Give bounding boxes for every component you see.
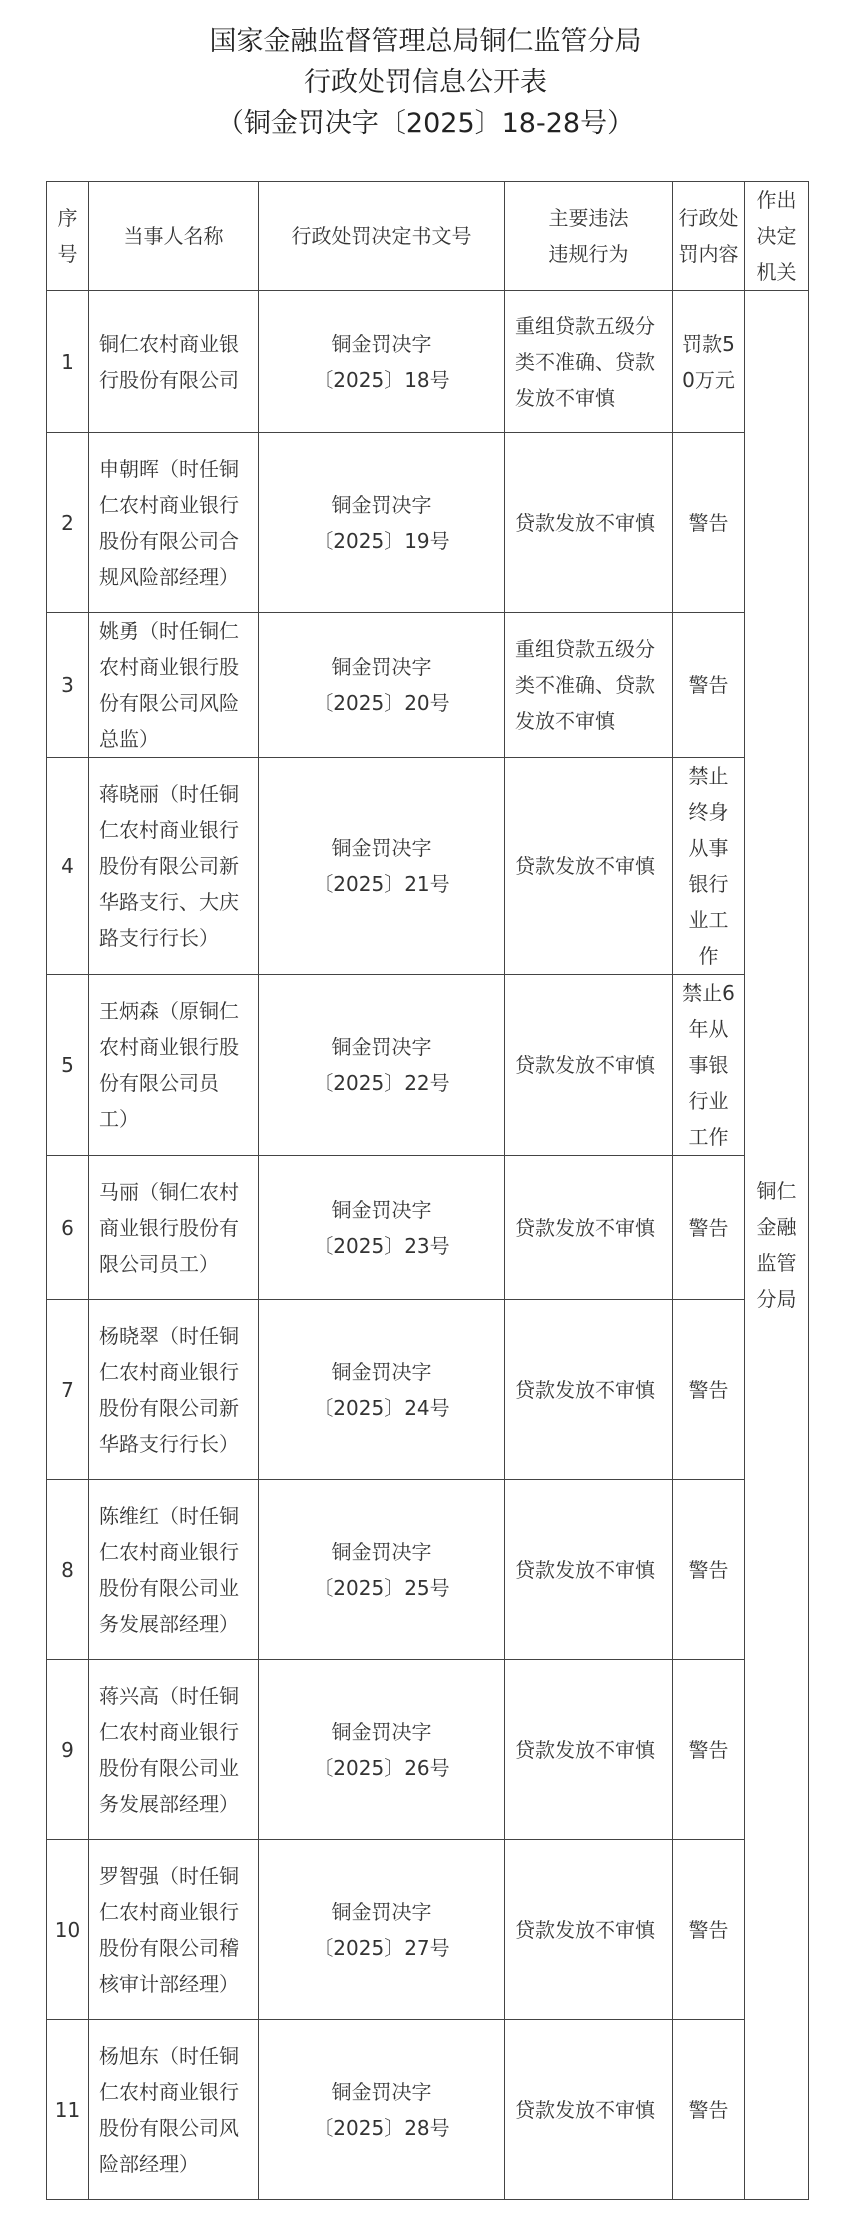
penalty-cell: 警告 xyxy=(673,1300,745,1480)
penalty-cell: 罚款50万元 xyxy=(673,291,745,433)
document-number-cell xyxy=(259,1480,505,1660)
document-number-suffix: 〔2025〕20号 xyxy=(313,691,450,715)
penalty-cell: 禁止6年从事银行业工作 xyxy=(673,975,745,1156)
document-number-suffix: 〔2025〕23号 xyxy=(313,1233,450,1258)
document-number-suffix: 〔2025〕19号 xyxy=(313,528,450,553)
document-number-cell xyxy=(259,1156,505,1300)
table-row xyxy=(47,758,809,975)
document-number-cell xyxy=(259,2020,505,2200)
document-number-cell xyxy=(259,613,505,758)
violation-cell: 重组贷款五级分类不准确、贷款发放不审慎 xyxy=(505,613,673,758)
document-number-prefix: 铜金罚决字 xyxy=(331,655,432,679)
party-name-cell: 马丽（铜仁农村商业银行股份有限公司员工） xyxy=(89,1156,259,1300)
page-title-line2: 行政处罚信息公开表 xyxy=(304,67,547,98)
document-number-prefix: 铜金罚决字 xyxy=(331,836,432,860)
document-number-suffix: 〔2025〕26号 xyxy=(313,1755,450,1780)
penalty-cell: 警告 xyxy=(673,433,745,613)
document-number-cell xyxy=(259,1840,505,2020)
party-name-cell: 罗智强（时任铜仁农村商业银行股份有限公司稽核审计部经理） xyxy=(89,1840,259,2020)
document-number-suffix: 〔2025〕25号 xyxy=(313,1575,450,1600)
header-doc: 行政处罚决定书文号 xyxy=(259,182,505,291)
document-number-cell xyxy=(259,291,505,433)
document-number-prefix: 铜金罚决字 xyxy=(331,1035,432,1059)
row-number-cell: 4 xyxy=(47,758,89,975)
table-row xyxy=(47,1660,809,1840)
document-number-prefix: 铜金罚决字 xyxy=(331,1197,432,1222)
document-number-suffix: 〔2025〕22号 xyxy=(313,1071,450,1095)
party-name-cell: 杨旭东（时任铜仁农村商业银行股份有限公司风险部经理） xyxy=(89,2020,259,2200)
row-number-cell: 2 xyxy=(47,433,89,613)
document-number-prefix: 铜金罚决字 xyxy=(331,1899,432,1924)
table-row xyxy=(47,433,809,613)
document-number-prefix: 铜金罚决字 xyxy=(331,1539,432,1564)
penalty-cell: 禁止终身从事银行业工作 xyxy=(673,758,745,975)
party-name-cell: 铜仁农村商业银行股份有限公司 xyxy=(89,291,259,433)
document-number-cell xyxy=(259,758,505,975)
penalty-cell: 警告 xyxy=(673,1156,745,1300)
row-number-cell: 11 xyxy=(47,2020,89,2200)
row-number-cell: 3 xyxy=(47,613,89,758)
table-row xyxy=(47,613,809,758)
document-number-suffix: 〔2025〕24号 xyxy=(313,1395,450,1420)
document-number-prefix: 铜金罚决字 xyxy=(331,1359,432,1384)
header-no: 序号 xyxy=(47,182,89,291)
table-row xyxy=(47,291,809,433)
penalty-cell: 警告 xyxy=(673,2020,745,2200)
penalty-cell: 警告 xyxy=(673,1480,745,1660)
penalty-cell: 警告 xyxy=(673,613,745,758)
violation-cell: 贷款发放不审慎 xyxy=(505,975,673,1156)
document-number-cell xyxy=(259,1660,505,1840)
document-number-cell xyxy=(259,975,505,1156)
violation-cell: 贷款发放不审慎 xyxy=(505,1480,673,1660)
document-number-prefix: 铜金罚决字 xyxy=(331,331,432,356)
party-name-cell: 蒋晓丽（时任铜仁农村商业银行股份有限公司新华路支行、大庆路支行行长） xyxy=(89,758,259,975)
table-row xyxy=(47,975,809,1156)
violation-cell: 贷款发放不审慎 xyxy=(505,1156,673,1300)
document-number-cell xyxy=(259,1300,505,1480)
row-number-cell: 10 xyxy=(47,1840,89,2020)
party-name-cell: 蒋兴高（时任铜仁农村商业银行股份有限公司业务发展部经理） xyxy=(89,1660,259,1840)
document-number-prefix: 铜金罚决字 xyxy=(331,1719,432,1744)
violation-cell: 贷款发放不审慎 xyxy=(505,1840,673,2020)
penalty-cell: 警告 xyxy=(673,1660,745,1840)
violation-cell: 贷款发放不审慎 xyxy=(505,1660,673,1840)
table-body xyxy=(47,291,809,2200)
document-number-suffix: 〔2025〕28号 xyxy=(313,2115,450,2140)
header-violation: 主要违法违规行为 xyxy=(505,182,673,291)
header-party: 当事人名称 xyxy=(89,182,259,291)
row-number-cell: 9 xyxy=(47,1660,89,1840)
table-header-row xyxy=(47,182,809,291)
table-row xyxy=(47,1840,809,2020)
document-number-prefix: 铜金罚决字 xyxy=(331,492,432,517)
row-number-cell: 8 xyxy=(47,1480,89,1660)
row-number-cell: 7 xyxy=(47,1300,89,1480)
row-number-cell: 6 xyxy=(47,1156,89,1300)
document-number-suffix: 〔2025〕21号 xyxy=(313,872,450,896)
penalty-cell: 警告 xyxy=(673,1840,745,2020)
violation-cell: 贷款发放不审慎 xyxy=(505,2020,673,2200)
table-row xyxy=(47,1300,809,1480)
document-number-suffix: 〔2025〕27号 xyxy=(313,1935,450,1960)
penalty-table xyxy=(46,181,809,2200)
party-name-cell: 王炳森（原铜仁农村商业银行股份有限公司员工） xyxy=(89,975,259,1156)
document-number-prefix: 铜金罚决字 xyxy=(331,2079,432,2104)
table-row xyxy=(47,1480,809,1660)
violation-cell: 重组贷款五级分类不准确、贷款发放不审慎 xyxy=(505,291,673,433)
page-title-line1: 国家金融监督管理总局铜仁监管分局 xyxy=(209,26,642,57)
party-name-cell: 陈维红（时任铜仁农村商业银行股份有限公司业务发展部经理） xyxy=(89,1480,259,1660)
row-number-cell: 5 xyxy=(47,975,89,1156)
table-row xyxy=(47,2020,809,2200)
violation-cell: 贷款发放不审慎 xyxy=(505,1300,673,1480)
header-penalty: 行政处罚内容 xyxy=(673,182,745,291)
authority-cell: 铜仁金融监管分局 xyxy=(745,291,809,2200)
party-name-cell: 杨晓翠（时任铜仁农村商业银行股份有限公司新华路支行行长） xyxy=(89,1300,259,1480)
page-title-line3: （铜金罚决字〔2025〕18-28号） xyxy=(216,108,635,139)
party-name-cell: 姚勇（时任铜仁农村商业银行股份有限公司风险总监） xyxy=(89,613,259,758)
violation-cell: 贷款发放不审慎 xyxy=(505,433,673,613)
document-number-cell xyxy=(259,433,505,613)
party-name-cell: 申朝晖（时任铜仁农村商业银行股份有限公司合规风险部经理） xyxy=(89,433,259,613)
table-row xyxy=(47,1156,809,1300)
document-number-suffix: 〔2025〕18号 xyxy=(313,367,450,392)
violation-cell: 贷款发放不审慎 xyxy=(505,758,673,975)
row-number-cell: 1 xyxy=(47,291,89,433)
header-authority: 作出决定机关 xyxy=(745,182,809,291)
